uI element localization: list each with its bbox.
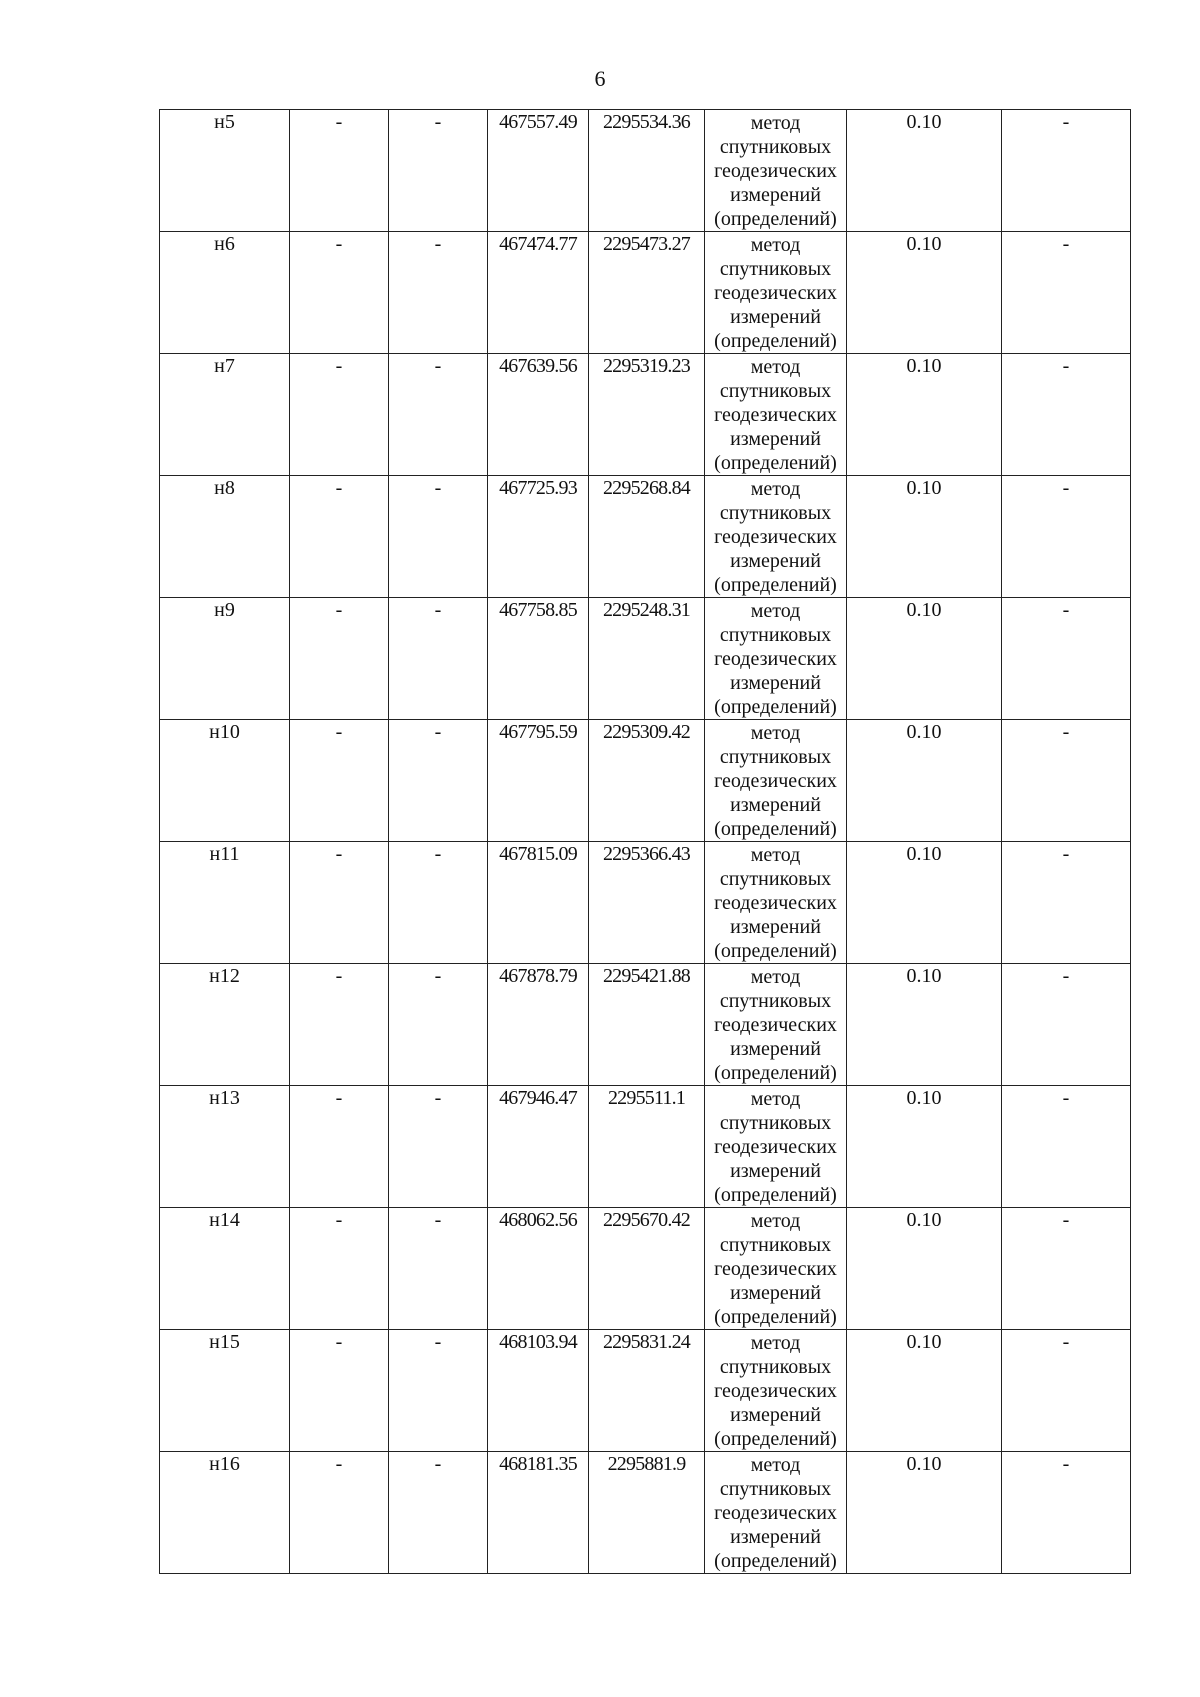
empty-cell-b: - <box>389 232 488 354</box>
table-row <box>160 110 1131 232</box>
method-cell <box>705 354 847 476</box>
method-line: (определений) <box>714 1306 837 1328</box>
point-name-cell: н12 <box>160 964 290 1086</box>
empty-cell-a: - <box>290 1086 389 1208</box>
method-line: метод <box>750 478 801 500</box>
table-row <box>160 354 1131 476</box>
x-coordinate-cell: 468062.56 <box>488 1208 589 1330</box>
empty-cell-a: - <box>290 720 389 842</box>
method-line: (определений) <box>714 1184 837 1206</box>
method-cell <box>705 110 847 232</box>
accuracy-cell: 0.10 <box>847 842 1002 964</box>
method-line: измерений <box>730 672 821 694</box>
method-line: метод <box>750 356 801 378</box>
empty-cell-c: - <box>1002 476 1131 598</box>
method-line: измерений <box>730 428 821 450</box>
accuracy-cell: 0.10 <box>847 964 1002 1086</box>
accuracy-cell: 0.10 <box>847 1208 1002 1330</box>
method-line: (определений) <box>714 940 837 962</box>
table-row <box>160 232 1131 354</box>
method-line: спутниковых <box>719 990 832 1012</box>
method-line: (определений) <box>714 574 837 596</box>
table-body <box>160 110 1131 1574</box>
x-coordinate-cell: 467557.49 <box>488 110 589 232</box>
empty-cell-c: - <box>1002 964 1131 1086</box>
point-name-cell: н7 <box>160 354 290 476</box>
y-coordinate-cell: 2295319.23 <box>589 354 705 476</box>
empty-cell-b: - <box>389 1086 488 1208</box>
empty-cell-b: - <box>389 110 488 232</box>
table-row <box>160 1086 1131 1208</box>
y-coordinate-cell: 2295831.24 <box>589 1330 705 1452</box>
x-coordinate-cell: 467725.93 <box>488 476 589 598</box>
empty-cell-c: - <box>1002 1452 1131 1574</box>
y-coordinate-cell: 2295473.27 <box>589 232 705 354</box>
table-row <box>160 1452 1131 1574</box>
method-line: спутниковых <box>719 258 832 280</box>
empty-cell-b: - <box>389 964 488 1086</box>
y-coordinate-cell: 2295268.84 <box>589 476 705 598</box>
table-row <box>160 842 1131 964</box>
empty-cell-b: - <box>389 1330 488 1452</box>
empty-cell-a: - <box>290 964 389 1086</box>
accuracy-cell: 0.10 <box>847 354 1002 476</box>
empty-cell-b: - <box>389 1452 488 1574</box>
method-line: геодезических <box>714 892 837 914</box>
accuracy-cell: 0.10 <box>847 232 1002 354</box>
method-line: спутниковых <box>719 136 832 158</box>
empty-cell-c: - <box>1002 110 1131 232</box>
accuracy-cell: 0.10 <box>847 110 1002 232</box>
method-line: метод <box>750 722 801 744</box>
y-coordinate-cell: 2295421.88 <box>589 964 705 1086</box>
method-line: метод <box>750 1088 801 1110</box>
point-name-cell: н14 <box>160 1208 290 1330</box>
empty-cell-b: - <box>389 476 488 598</box>
empty-cell-c: - <box>1002 842 1131 964</box>
method-line: (определений) <box>714 452 837 474</box>
table-row <box>160 720 1131 842</box>
method-cell <box>705 1452 847 1574</box>
empty-cell-c: - <box>1002 1330 1131 1452</box>
method-line: геодезических <box>714 1380 837 1402</box>
table-row <box>160 476 1131 598</box>
table-row <box>160 1330 1131 1452</box>
x-coordinate-cell: 467758.85 <box>488 598 589 720</box>
point-name-cell: н16 <box>160 1452 290 1574</box>
empty-cell-a: - <box>290 1330 389 1452</box>
empty-cell-c: - <box>1002 1086 1131 1208</box>
method-cell <box>705 842 847 964</box>
empty-cell-b: - <box>389 720 488 842</box>
method-line: геодезических <box>714 1136 837 1158</box>
x-coordinate-cell: 467795.59 <box>488 720 589 842</box>
method-line: (определений) <box>714 696 837 718</box>
empty-cell-a: - <box>290 354 389 476</box>
empty-cell-b: - <box>389 1208 488 1330</box>
method-line: геодезических <box>714 404 837 426</box>
method-line: геодезических <box>714 282 837 304</box>
method-line: спутниковых <box>719 1112 832 1134</box>
x-coordinate-cell: 467639.56 <box>488 354 589 476</box>
method-cell <box>705 720 847 842</box>
accuracy-cell: 0.10 <box>847 1086 1002 1208</box>
point-name-cell: н6 <box>160 232 290 354</box>
y-coordinate-cell: 2295670.42 <box>589 1208 705 1330</box>
x-coordinate-cell: 468103.94 <box>488 1330 589 1452</box>
empty-cell-c: - <box>1002 598 1131 720</box>
x-coordinate-cell: 468181.35 <box>488 1452 589 1574</box>
accuracy-cell: 0.10 <box>847 1330 1002 1452</box>
method-line: спутниковых <box>719 1356 832 1378</box>
point-name-cell: н5 <box>160 110 290 232</box>
empty-cell-c: - <box>1002 720 1131 842</box>
point-name-cell: н10 <box>160 720 290 842</box>
method-line: спутниковых <box>719 868 832 890</box>
point-name-cell: н11 <box>160 842 290 964</box>
method-line: измерений <box>730 184 821 206</box>
method-line: спутниковых <box>719 1478 832 1500</box>
method-line: (определений) <box>714 1428 837 1450</box>
point-name-cell: н8 <box>160 476 290 598</box>
empty-cell-c: - <box>1002 354 1131 476</box>
empty-cell-a: - <box>290 842 389 964</box>
y-coordinate-cell: 2295366.43 <box>589 842 705 964</box>
method-line: спутниковых <box>719 502 832 524</box>
method-line: измерений <box>730 1526 821 1548</box>
point-name-cell: н15 <box>160 1330 290 1452</box>
method-line: (определений) <box>714 818 837 840</box>
method-line: метод <box>750 234 801 256</box>
empty-cell-b: - <box>389 354 488 476</box>
empty-cell-a: - <box>290 598 389 720</box>
page-number: 6 <box>594 66 606 91</box>
table-row <box>160 1208 1131 1330</box>
point-name-cell: н13 <box>160 1086 290 1208</box>
method-line: измерений <box>730 916 821 938</box>
point-name-cell: н9 <box>160 598 290 720</box>
method-line: измерений <box>730 1282 821 1304</box>
method-line: геодезических <box>714 1014 837 1036</box>
method-line: спутниковых <box>719 746 832 768</box>
method-cell <box>705 964 847 1086</box>
method-line: (определений) <box>714 330 837 352</box>
method-line: метод <box>750 1332 801 1354</box>
empty-cell-b: - <box>389 842 488 964</box>
x-coordinate-cell: 467474.77 <box>488 232 589 354</box>
x-coordinate-cell: 467815.09 <box>488 842 589 964</box>
method-line: геодезических <box>714 648 837 670</box>
x-coordinate-cell: 467946.47 <box>488 1086 589 1208</box>
method-line: измерений <box>730 306 821 328</box>
accuracy-cell: 0.10 <box>847 1452 1002 1574</box>
method-line: метод <box>750 112 801 134</box>
method-line: геодезических <box>714 770 837 792</box>
method-line: измерений <box>730 1160 821 1182</box>
method-line: геодезических <box>714 526 837 548</box>
method-line: измерений <box>730 550 821 572</box>
accuracy-cell: 0.10 <box>847 476 1002 598</box>
method-cell <box>705 232 847 354</box>
empty-cell-a: - <box>290 110 389 232</box>
method-cell <box>705 1086 847 1208</box>
y-coordinate-cell: 2295511.1 <box>589 1086 705 1208</box>
coordinates-table <box>159 109 1131 1574</box>
empty-cell-c: - <box>1002 1208 1131 1330</box>
method-line: геодезических <box>714 160 837 182</box>
method-cell <box>705 598 847 720</box>
method-line: метод <box>750 966 801 988</box>
accuracy-cell: 0.10 <box>847 720 1002 842</box>
method-line: спутниковых <box>719 1234 832 1256</box>
table-row <box>160 964 1131 1086</box>
empty-cell-a: - <box>290 1208 389 1330</box>
method-cell <box>705 1330 847 1452</box>
method-line: измерений <box>730 794 821 816</box>
method-line: метод <box>750 600 801 622</box>
x-coordinate-cell: 467878.79 <box>488 964 589 1086</box>
method-line: (определений) <box>714 208 837 230</box>
method-cell <box>705 1208 847 1330</box>
accuracy-cell: 0.10 <box>847 598 1002 720</box>
table-row <box>160 598 1131 720</box>
method-line: геодезических <box>714 1258 837 1280</box>
method-line: измерений <box>730 1038 821 1060</box>
empty-cell-a: - <box>290 232 389 354</box>
empty-cell-a: - <box>290 1452 389 1574</box>
method-line: (определений) <box>714 1550 837 1572</box>
method-line: метод <box>750 1454 801 1476</box>
y-coordinate-cell: 2295309.42 <box>589 720 705 842</box>
y-coordinate-cell: 2295881.9 <box>589 1452 705 1574</box>
empty-cell-c: - <box>1002 232 1131 354</box>
method-cell <box>705 476 847 598</box>
method-line: (определений) <box>714 1062 837 1084</box>
method-line: измерений <box>730 1404 821 1426</box>
method-line: спутниковых <box>719 624 832 646</box>
y-coordinate-cell: 2295534.36 <box>589 110 705 232</box>
empty-cell-b: - <box>389 598 488 720</box>
method-line: метод <box>750 1210 801 1232</box>
empty-cell-a: - <box>290 476 389 598</box>
method-line: метод <box>750 844 801 866</box>
method-line: спутниковых <box>719 380 832 402</box>
method-line: геодезических <box>714 1502 837 1524</box>
y-coordinate-cell: 2295248.31 <box>589 598 705 720</box>
